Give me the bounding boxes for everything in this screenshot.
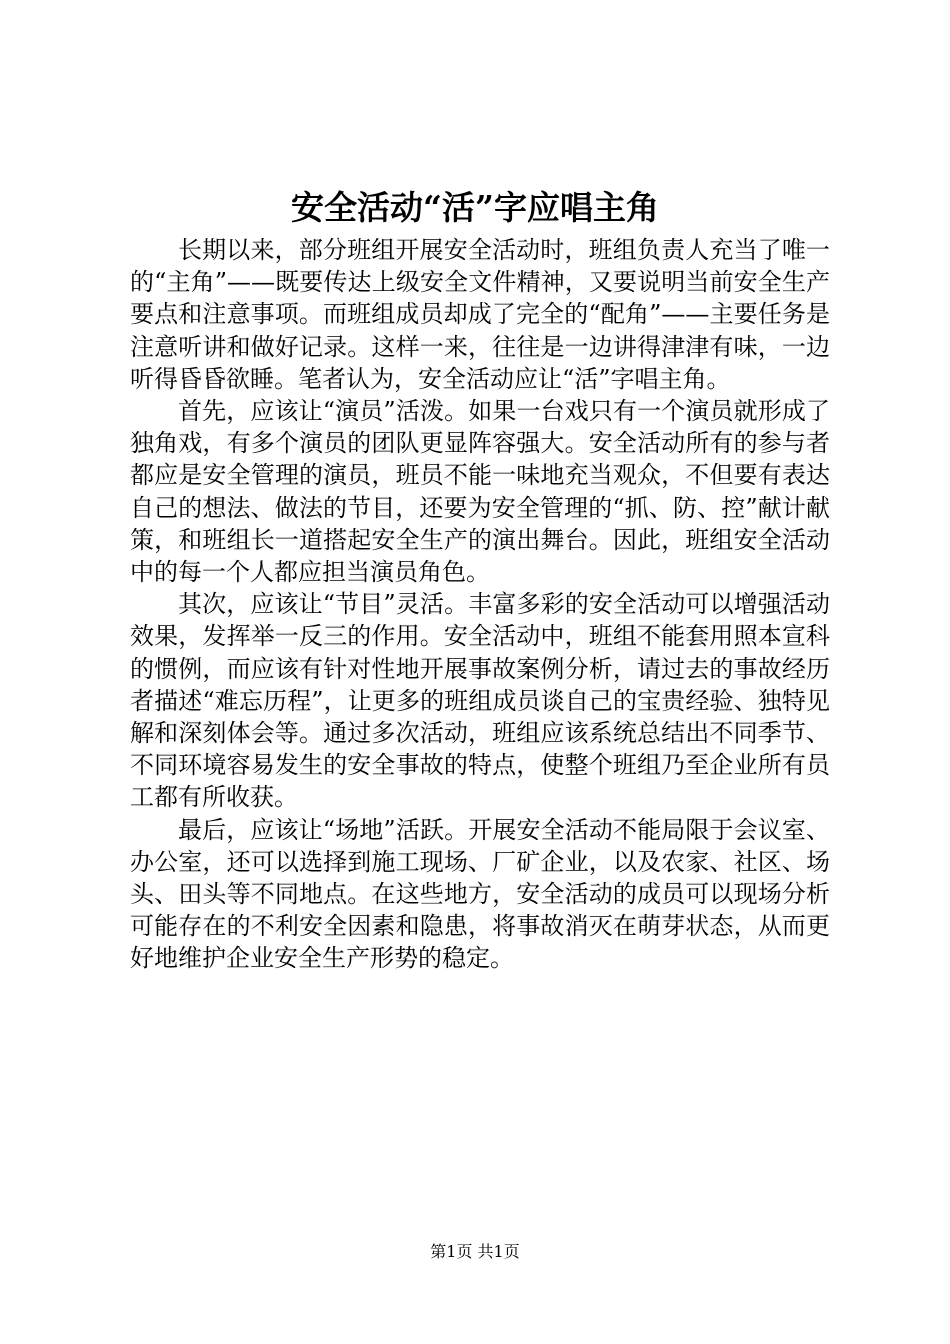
paragraph-3: 其次，应该让“节目”灵活。丰富多彩的安全活动可以增强活动效果，发挥举一反三的作用。安全活动中，班组不能套用照本宣科的惯例，而应该有针对性地开展事故案例分析，请过去的事故经历者描述“难忘历程”，让更多的班组成员谈自己的宝贵经验、独特见解和深刻体会等。通过多次活动，班组应该系统总结出不同季节、不同环境容易发生的安全事故的特点，使整个班组乃至企业所有员工都有所收获。 bbox=[130, 590, 830, 812]
paragraph-2: 首先，应该让“演员”活泼。如果一台戏只有一个演员就形成了独角戏，有多个演员的团队更显阵容强大。安全活动所有的参与者都应是安全管理的演员，班员不能一味地充当观众，不但要有表达自己的想法、做法的节目，还要为安全管理的“抓、防、控”献计献策，和班组长一道搭起安全生产的演出舞台。因此，班组安全活动中的每一个人都应担当演员角色。 bbox=[130, 397, 830, 587]
document-body bbox=[130, 234, 830, 975]
paragraph-1: 长期以来，部分班组开展安全活动时，班组负责人充当了唯一的“主角”——既要传达上级安全文件精神，又要说明当前安全生产要点和注意事项。而班组成员却成了完全的“配角”——主要任务是注意听讲和做好记录。这样一来，往往是一边讲得津津有味，一边听得昏昏欲睡。笔者认为，安全活动应让“活”字唱主角。 bbox=[130, 236, 830, 393]
document-title: 安全活动“活”字应唱主角 bbox=[291, 188, 659, 227]
page-footer: 第1页 共1页 bbox=[430, 1242, 520, 1261]
paragraph-4: 最后，应该让“场地”活跃。开展安全活动不能局限于会议室、办公室，还可以选择到施工现场、厂矿企业，以及农家、社区、场头、田头等不同地点。在这些地方，安全活动的成员可以现场分析可能存在的不利安全因素和隐患，将事故消灭在萌芽状态，从而更好地维护企业安全生产形势的稳定。 bbox=[130, 815, 830, 973]
